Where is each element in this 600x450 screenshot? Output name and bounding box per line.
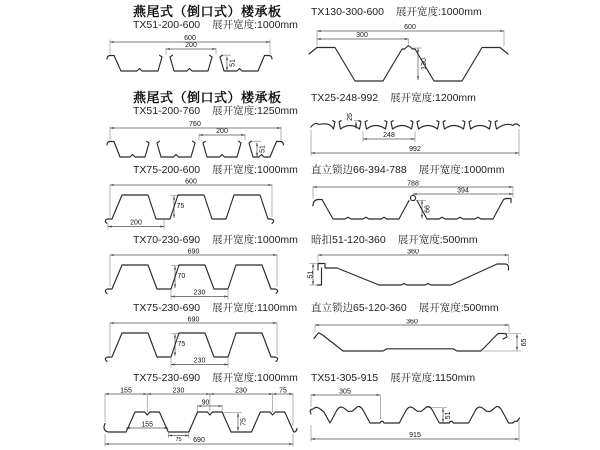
model-label: 暗扣51-120-360 (311, 234, 386, 246)
dim-pitch: 248 (383, 132, 395, 139)
panel-tx130-300-600 (305, 6, 545, 87)
panel-subtitle (311, 164, 545, 177)
dim-overall: 992 (409, 146, 421, 153)
panel-subtitle (133, 234, 300, 247)
dim-overall: 600 (185, 178, 197, 186)
panel-anko-51-120-360 (305, 234, 545, 295)
dim-overall: 600 (184, 35, 196, 42)
unfolded-width-label: 展开宽度:1000mm (212, 234, 298, 246)
model-label: TX75-230-690 (133, 302, 201, 314)
panel-subtitle (133, 19, 300, 32)
dim-pitch: 200 (216, 128, 228, 136)
dim-pitch: 394 (457, 187, 469, 195)
panel-tx75-200-600 (100, 164, 300, 231)
profile-drawing (100, 118, 300, 164)
model-label: TX51-200-760 (133, 105, 201, 117)
unfolded-width-label: 展开宽度:1000mm (212, 19, 298, 31)
model-label: TX130-300-600 (311, 6, 384, 18)
panel-tx51-305-915 (305, 372, 545, 447)
dim-height: 70 (177, 273, 186, 280)
profile-drawing (100, 247, 300, 301)
dim-pitch: 200 (185, 42, 197, 50)
unfolded-width-label: 展开宽度:1100mm (212, 302, 298, 314)
dim-overall: 690 (187, 248, 200, 256)
model-label: TX75-200-600 (133, 164, 201, 176)
model-label: TX51-305-915 (311, 372, 379, 384)
dim-height: 130 (421, 58, 428, 70)
dim-overall: 690 (187, 316, 200, 324)
dim-height: 66 (424, 205, 432, 213)
dim-pitch: 200 (130, 219, 142, 227)
panel-subtitle (133, 105, 300, 118)
dim-pitch: 230 (193, 289, 206, 297)
dim-valley: 75 (175, 437, 182, 443)
model-label: TX75-230-690 (133, 372, 201, 384)
panel-tx51-200-760 (100, 90, 300, 164)
unfolded-width-label: 展开宽度:500mm (397, 234, 478, 246)
dim-seg1: 155 (120, 387, 132, 395)
profile-drawing (305, 107, 545, 161)
panel-tx51-200-600 (100, 4, 300, 78)
unfolded-width-label: 展开宽度:500mm (418, 302, 499, 314)
dim-height: 51 (259, 145, 267, 153)
unfolded-width-label: 展开宽度:1000mm (212, 372, 298, 384)
unfolded-width-label: 展开宽度:1000mm (395, 6, 482, 18)
panel-subtitle (311, 372, 545, 385)
panel-subtitle (311, 234, 545, 247)
panel-tx70-230-690 (100, 234, 300, 301)
dim-height: 75 (176, 203, 185, 210)
unfolded-width-label: 展开宽度:1200mm (390, 92, 476, 104)
dim-seg2: 230 (172, 387, 185, 395)
panel-subtitle (133, 302, 300, 315)
dim-pitch: 300 (356, 32, 368, 39)
profile-drawing (305, 179, 545, 227)
panel-heading: 燕尾式（倒口式）楼承板 (133, 4, 282, 19)
panel-subtitle (311, 92, 545, 105)
profile-drawing (100, 177, 300, 231)
profile-drawing (305, 249, 545, 295)
panel-zhuli-66-394-788 (305, 164, 545, 227)
dim-seg3: 230 (235, 387, 247, 395)
unfolded-width-label: 展开宽度:1150mm (390, 372, 476, 384)
dim-pitch: 230 (193, 357, 206, 365)
dim-overall: 690 (193, 437, 205, 444)
dim-overall: 760 (189, 121, 201, 128)
model-label: 直立锁边66-394-788 (311, 164, 407, 176)
dim-overall: 788 (407, 180, 419, 188)
panel-subtitle (133, 164, 300, 177)
panel-subtitle (311, 6, 545, 19)
model-label: TX25-248-992 (311, 92, 379, 104)
panel-heading: 燕尾式（倒口式）楼承板 (133, 90, 282, 105)
model-label: TX70-230-690 (133, 234, 201, 246)
unfolded-width-label: 展开宽度:1250mm (212, 105, 298, 117)
dim-height: 51 (229, 59, 237, 67)
dim-height: 65 (521, 338, 528, 347)
profile-drawing (100, 386, 300, 448)
dim-rib-top: 90 (201, 399, 210, 407)
unfolded-width-label: 展开宽度:1000mm (212, 164, 298, 176)
dim-overall: 360 (406, 319, 418, 326)
panel-zhuli-65-120-360 (305, 302, 545, 361)
model-label: 直立锁边65-120-360 (311, 302, 407, 314)
unfolded-width-label: 展开宽度:1000mm (418, 164, 505, 176)
panel-tx25-248-992 (305, 92, 545, 161)
panel-tx75-230-690-1100 (100, 302, 300, 369)
dim-height: 25 (347, 113, 354, 121)
dim-overall: 360 (407, 249, 419, 256)
dim-height: 75 (177, 341, 186, 348)
profile-drawing (305, 21, 545, 87)
dim-pitch: 305 (339, 388, 351, 396)
model-label: TX51-200-600 (133, 19, 201, 31)
profile-drawing (305, 387, 545, 447)
dim-height: 75 (240, 418, 248, 426)
dim-rib-base: 155 (141, 421, 154, 429)
profile-drawing (305, 319, 545, 361)
profile-drawing (100, 315, 300, 369)
dim-height: 51 (307, 270, 315, 279)
profile-drawing (100, 32, 300, 78)
dim-overall: 600 (404, 24, 416, 31)
panel-tx75-230-690-1000 (100, 372, 300, 448)
dim-overall: 915 (409, 432, 421, 439)
dim-seg4: 75 (279, 387, 287, 395)
panel-subtitle (133, 372, 300, 385)
dim-height: 51 (445, 411, 452, 420)
panel-subtitle (311, 302, 545, 315)
